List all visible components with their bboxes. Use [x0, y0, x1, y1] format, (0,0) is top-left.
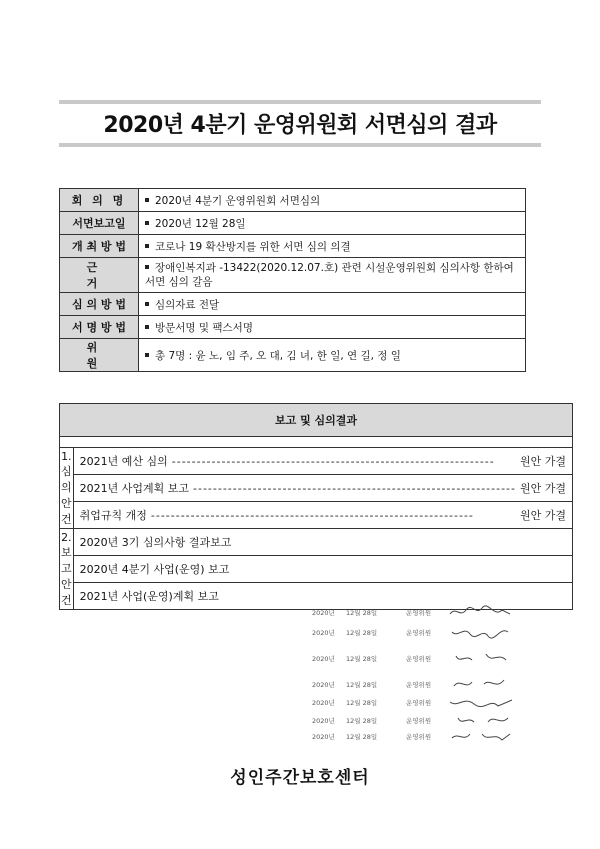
- info-label: 근 거: [60, 258, 139, 293]
- info-row: [60, 293, 526, 316]
- bullet-icon: [145, 244, 149, 248]
- table-row: [60, 556, 573, 583]
- results-header: 보고 및 심의결과: [60, 404, 573, 437]
- top-rule: [59, 100, 541, 104]
- info-label: 심 의 방 법: [60, 293, 139, 316]
- item-label: 2020년 3기 심의사항 결과보고: [73, 529, 572, 556]
- table-row: [60, 502, 573, 529]
- category-report: 2. 보고안건: [60, 529, 74, 610]
- signature-row: 2020년 12월 28일 운영위원: [306, 714, 526, 728]
- signature-row: 2020년 12월 28일 운영위원: [306, 730, 526, 744]
- signature-row: 2020년 12월 28일 운영위원: [306, 626, 526, 640]
- signature-icon: [446, 676, 516, 692]
- signature-icon: [446, 650, 516, 666]
- info-row: [60, 258, 526, 293]
- bullet-icon: [145, 265, 149, 269]
- results-table: [59, 403, 573, 610]
- bullet-icon: [145, 353, 149, 357]
- item-label: 2021년 사업(운영)계획 보고: [73, 583, 572, 610]
- info-value: 코로나 19 확산방지를 위한 서면 심의 의결: [155, 240, 351, 253]
- signature-row: 2020년 12월 28일 운영위원: [306, 696, 526, 710]
- item-label: 2021년 사업계획 보고: [79, 482, 189, 495]
- signature-row: 2020년 12월 28일 운영위원: [306, 606, 526, 620]
- info-label: 서 명 방 법: [60, 316, 139, 339]
- item-result: 원안 가결: [520, 482, 567, 495]
- leader-line: -----------------------------------------------------------------: [193, 481, 517, 495]
- item-result: 원안 가결: [520, 509, 567, 522]
- item-label: 취업규칙 개정: [79, 509, 147, 522]
- signature-icon: [446, 728, 516, 744]
- info-value: 총 7명 : 윤 노, 임 주, 오 대, 김 녀, 한 일, 연 길, 정 일: [155, 349, 401, 362]
- info-value: 심의자료 전달: [155, 298, 220, 311]
- info-row: [60, 212, 526, 235]
- item-result: 원안 가결: [520, 455, 567, 468]
- info-row: [60, 316, 526, 339]
- signature-section: [306, 602, 526, 747]
- info-label: 서면보고일: [60, 212, 139, 235]
- meeting-info-table: [59, 188, 526, 372]
- info-row: [60, 339, 526, 372]
- signature-icon: [446, 712, 516, 728]
- signature-icon: [446, 694, 516, 710]
- item-label: 2021년 예산 심의: [79, 455, 168, 468]
- info-row: [60, 189, 526, 212]
- organization-name: 성인주간보호센터: [230, 768, 370, 788]
- page-title: 2020년 4분기 운영위원회 서면심의 결과: [103, 113, 497, 138]
- info-value: 2020년 12월 28일: [155, 217, 246, 230]
- info-label: 개 최 방 법: [60, 235, 139, 258]
- table-row: [60, 475, 573, 502]
- signature-icon: [446, 604, 516, 620]
- signature-row: 2020년 12월 28일 운영위원: [306, 652, 526, 666]
- bullet-icon: [145, 198, 149, 202]
- info-label: 위 원: [60, 339, 139, 372]
- signature-row: 2020년 12월 28일 운영위원: [306, 678, 526, 692]
- bottom-rule: [59, 143, 541, 147]
- leader-line: -----------------------------------------------------------------: [171, 454, 495, 468]
- info-value: 방문서명 및 팩스서명: [155, 321, 253, 334]
- signature-icon: [446, 624, 516, 640]
- info-value: 장애인복지과 -13422(2020.12.07.호) 관련 시설운영위원회 심의사항 한하여 서면 심의 갈음: [145, 262, 514, 288]
- leader-line: -----------------------------------------------------------------: [150, 508, 474, 522]
- category-deliberation: 1. 심의안건: [60, 448, 74, 529]
- bullet-icon: [145, 325, 149, 329]
- info-value: 2020년 4분기 운영위원회 서면심의: [155, 194, 321, 207]
- info-label: 회 의 명: [60, 189, 139, 212]
- item-label: 2020년 4분기 사업(운영) 보고: [73, 556, 572, 583]
- table-row: [60, 529, 573, 556]
- bullet-icon: [145, 302, 149, 306]
- bullet-icon: [145, 221, 149, 225]
- table-row: [60, 448, 573, 475]
- info-row: [60, 235, 526, 258]
